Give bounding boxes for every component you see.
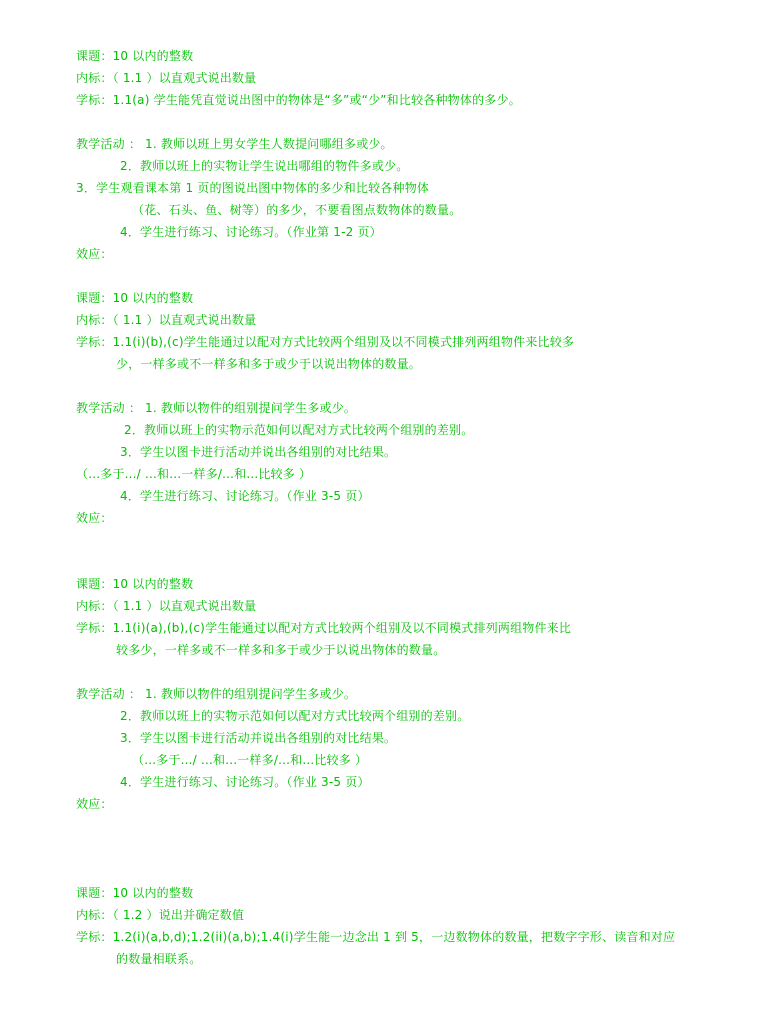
lesson-title: 课题：10 以内的整数 [76, 577, 194, 591]
activity-item: （...多于.../ ...和...一样多/...和...比较多 ） [76, 467, 312, 481]
activity-header: 教学活动 ： 1. 教师以班上男女学生人数提问哪组多或少。 [76, 137, 393, 151]
effect-label: 效应： [76, 797, 113, 811]
activity-item: （...多于.../ ...和...一样多/...和...比较多 ） [132, 753, 368, 767]
activity-item: （花、石头、鱼、树等）的多少，不要看图点数物体的数量。 [132, 203, 462, 217]
activity-item: 3．学生以图卡进行活动并说出各组别的对比结果。 [120, 731, 397, 745]
activity-header: 教学活动 ： 1. 教师以物件的组别提问学生多或少。 [76, 401, 357, 415]
activity-header: 教学活动 ： 1. 教师以物件的组别提问学生多或少。 [76, 687, 357, 701]
effect-label: 效应： [76, 511, 113, 525]
activity-item: 2．教师以班上的实物示范如何以配对方式比较两个组别的差别。 [120, 709, 470, 723]
activity-item: 3．学生以图卡进行活动并说出各组别的对比结果。 [120, 445, 397, 459]
lesson-title: 课题：10 以内的整数 [76, 886, 194, 900]
content-standard: 内标：（ 1.1 ）以直观式说出数量 [76, 71, 257, 85]
learning-standard: 学标：1.2(i)(a,b,d);1.2(ii)(a,b);1.4(i)学生能一边念出 1 到 5，一边数物体的数量，把数字字形、读音和对应 [76, 930, 676, 944]
learning-standard-cont: 较多少，一样多或不一样多和多于或少于以说出物体的数量。 [116, 643, 446, 657]
activity-item: 4．学生进行练习、讨论练习。（作业 3-5 页） [120, 489, 370, 503]
learning-standard-cont: 少，一样多或不一样多和多于或少于以说出物体的数量。 [116, 357, 422, 371]
activity-item: 2．教师以班上的实物让学生说出哪组的物件多或少。 [120, 159, 409, 173]
activity-item: 3．学生观看课本第 1 页的图说出图中物体的多少和比较各种物体 [76, 181, 430, 195]
content-standard: 内标：（ 1.2 ）说出并确定数值 [76, 908, 245, 922]
lesson-title: 课题：10 以内的整数 [76, 291, 194, 305]
learning-standard: 学标：1.1(i)(a),(b),(c)学生能通过以配对方式比较两个组别及以不同模式排列两组物件来比 [76, 621, 572, 635]
activity-item: 4．学生进行练习、讨论练习。（作业 3-5 页） [120, 775, 370, 789]
content-standard: 内标：（ 1.1 ）以直观式说出数量 [76, 313, 257, 327]
learning-standard-cont: 的数量相联系。 [116, 952, 202, 966]
activity-item: 2．教师以班上的实物示范如何以配对方式比较两个组别的差别。 [124, 423, 474, 437]
effect-label: 效应： [76, 247, 113, 261]
learning-standard: 学标：1.1(a) 学生能凭直觉说出图中的物体是“多”或“少”和比较各种物体的多少。 [76, 93, 521, 107]
lesson-title: 课题：10 以内的整数 [76, 49, 194, 63]
activity-item: 4．学生进行练习、讨论练习。（作业第 1-2 页） [120, 225, 382, 239]
learning-standard: 学标：1.1(i)(b),(c)学生能通过以配对方式比较两个组别及以不同模式排列两组物件来比较多 [76, 335, 575, 349]
content-standard: 内标：（ 1.1 ）以直观式说出数量 [76, 599, 257, 613]
